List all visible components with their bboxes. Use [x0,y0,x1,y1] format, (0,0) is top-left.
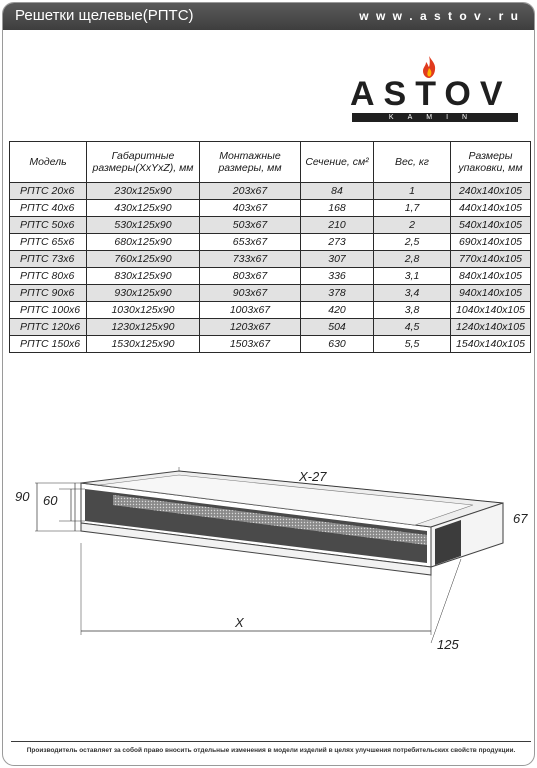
table-cell: 440х140х105 [451,200,531,217]
table-row [10,336,531,353]
table-cell: 930х125х90 [87,285,200,302]
table-row [10,268,531,285]
table-cell: 1030х125х90 [87,302,200,319]
dim-bottom-label: X [235,615,244,630]
table-cell: 1530х125х90 [87,336,200,353]
table-cell: 2 [374,217,451,234]
table-cell: РПТС 73х6 [10,251,87,268]
table-cell: 230х125х90 [87,183,200,200]
col-model: Модель [10,142,87,183]
table-cell: 680х125х90 [87,234,200,251]
table-header-row [10,142,531,183]
table-cell: 1203х67 [200,319,301,336]
table-row [10,234,531,251]
grille-drawing [3,443,535,673]
table-cell: 1540х140х105 [451,336,531,353]
table-cell: РПТС 40х6 [10,200,87,217]
table-cell: 1,7 [374,200,451,217]
table-cell: 3,1 [374,268,451,285]
table-cell: РПТС 120х6 [10,319,87,336]
table-cell: 653х67 [200,234,301,251]
table-row [10,217,531,234]
table-cell: 1230х125х90 [87,319,200,336]
table-cell: 690х140х105 [451,234,531,251]
table-cell: РПТС 100х6 [10,302,87,319]
table-cell: 3,4 [374,285,451,302]
astov-logo [350,53,520,123]
table-cell: 1240х140х105 [451,319,531,336]
table-cell: 840х140х105 [451,268,531,285]
table-cell: 84 [301,183,374,200]
col-section: Сечение, см² [301,142,374,183]
table-cell: 630 [301,336,374,353]
table-cell: 1503х67 [200,336,301,353]
table-cell: 1040х140х105 [451,302,531,319]
table-cell: РПТС 150х6 [10,336,87,353]
table-cell: РПТС 20х6 [10,183,87,200]
footer-divider [11,741,531,742]
table-cell: 770х140х105 [451,251,531,268]
table-cell: 5,5 [374,336,451,353]
table-cell: 540х140х105 [451,217,531,234]
table-cell: 420 [301,302,374,319]
table-cell: 430х125х90 [87,200,200,217]
table-cell: 378 [301,285,374,302]
footer-disclaimer: Производитель оставляет за собой право вносить отдельные изменения в модели изделий в целях улучшения потребительских свойств продукции. [26,747,516,754]
table-row [10,285,531,302]
table-row [10,183,531,200]
table-cell: 307 [301,251,374,268]
table-cell: 940х140х105 [451,285,531,302]
table-row [10,200,531,217]
table-cell: 1 [374,183,451,200]
table-cell: 2,5 [374,234,451,251]
table-cell: 4,5 [374,319,451,336]
table-cell: 803х67 [200,268,301,285]
table-cell: 830х125х90 [87,268,200,285]
logo-subtitle: KAMIN [352,113,518,122]
spec-table [9,141,531,353]
page-frame [2,2,535,766]
table-cell: 504 [301,319,374,336]
table-cell: 203х67 [200,183,301,200]
table-cell: 210 [301,217,374,234]
col-weight: Вес, кг [374,142,451,183]
col-package: Размеры упаковки, мм [451,142,531,183]
table-cell: 903х67 [200,285,301,302]
table-cell: 273 [301,234,374,251]
table-cell: 1003х67 [200,302,301,319]
col-mount-size: Монтажные размеры, мм [200,142,301,183]
dim-top-label: X-27 [299,469,327,484]
dim-height-inner-label: 60 [43,493,58,508]
dim-right-label: 67 [513,511,528,526]
table-cell: 3,8 [374,302,451,319]
table-cell: 168 [301,200,374,217]
dim-height-outer-label: 90 [15,489,30,504]
table-cell: 733х67 [200,251,301,268]
col-overall-size: Габаритные размеры(XxYxZ), мм [87,142,200,183]
logo-brand: ASTOV [350,75,512,113]
site-url[interactable]: w w w . a s t o v . r u [359,9,520,23]
table-cell: 2,8 [374,251,451,268]
dim-depth-label: 125 [437,637,459,652]
table-cell: РПТС 80х6 [10,268,87,285]
table-cell: 403х67 [200,200,301,217]
table-cell: 240х140х105 [451,183,531,200]
table-cell: РПТС 65х6 [10,234,87,251]
table-cell: РПТС 90х6 [10,285,87,302]
table-row [10,251,531,268]
table-row [10,319,531,336]
table-cell: 336 [301,268,374,285]
table-cell: РПТС 50х6 [10,217,87,234]
page-title: Решетки щелевые(РПТС) [15,7,194,24]
table-cell: 503х67 [200,217,301,234]
header-bar [3,3,534,30]
table-cell: 530х125х90 [87,217,200,234]
table-row [10,302,531,319]
table-cell: 760х125х90 [87,251,200,268]
